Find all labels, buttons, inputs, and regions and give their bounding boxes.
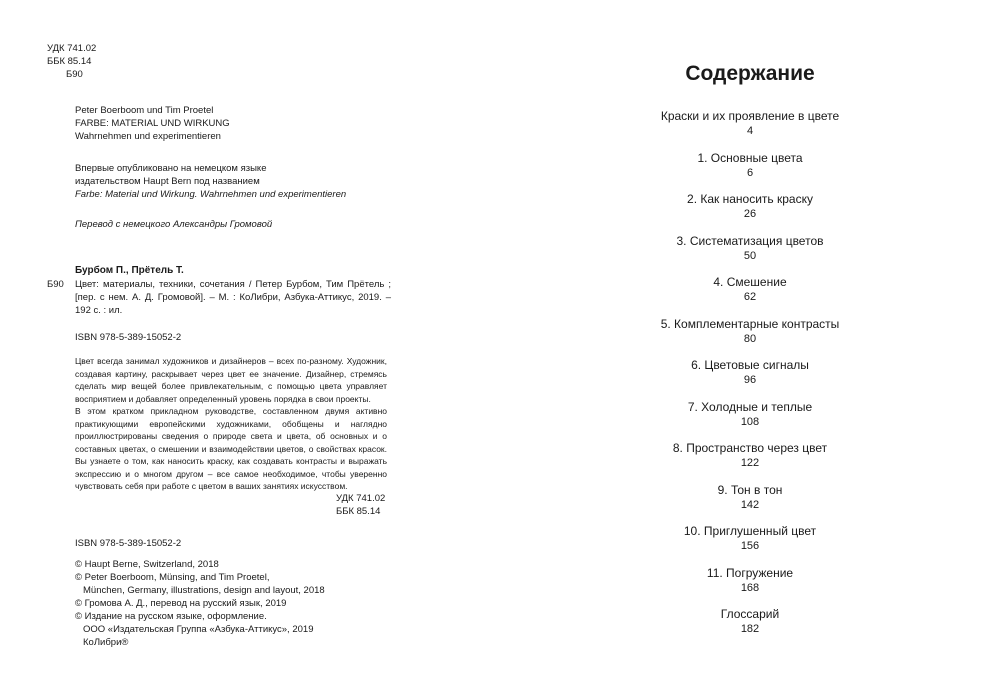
- copyright-line: © Громова А. Д., перевод на русский язык, 2019: [75, 598, 287, 609]
- original-edition: [75, 104, 230, 143]
- toc-entry[interactable]: [500, 233, 1000, 275]
- bib-author-mark: Б90: [47, 279, 64, 290]
- toc-entry-page: 26: [743, 208, 757, 220]
- contents-page: [500, 0, 1000, 677]
- toc-entry-page: 62: [743, 291, 757, 303]
- toc-entry-page: 96: [743, 374, 757, 386]
- toc-entry[interactable]: [500, 482, 1000, 524]
- toc-entry-page: 142: [740, 498, 760, 511]
- toc-entry[interactable]: [500, 440, 1000, 482]
- publication-note-line: издательством Haupt Bern под названием: [75, 176, 260, 187]
- copyright-line: © Издание на русском языке, оформление.: [75, 611, 267, 622]
- annotation: [75, 355, 387, 493]
- annotation-paragraph: В этом кратком прикладном руководстве, составленном двумя активно практикующими европейскими художниками, обобщены и наглядно проиллюстрированы сведения о природе света и цвета, об основных и о составных цветах, о смешении и взаимодействии цветов, о свойствах красок. Вы узнаете о том, как наносить краску, как создавать контрасты и выражать экспрессию и о многом другом – все самое необходимое, чтобы уверенно чувствовать себя при работе с цветом в ваших занятиях искусством.: [75, 406, 387, 491]
- toc-entry-page: 4: [746, 125, 754, 137]
- translator-credit: Перевод с немецкого Александры Громовой: [75, 219, 273, 230]
- toc-entry[interactable]: [500, 150, 1000, 192]
- toc-entry-title: 11. Погружение: [706, 565, 794, 580]
- contents-title: Содержание: [685, 62, 815, 85]
- toc-entry-title: 2. Как наносить краску: [687, 192, 813, 206]
- toc-entry-title: 6. Цветовые сигналы: [691, 358, 809, 372]
- original-title-italic: Farbe: Material und Wirkung. Wahrnehmen und experimentieren: [75, 189, 347, 200]
- toc-entry[interactable]: [500, 357, 1000, 399]
- toc-entry[interactable]: [500, 316, 1000, 358]
- toc-entry-page: 108: [740, 415, 760, 428]
- toc-entry-title: 8. Пространство через цвет: [672, 441, 828, 455]
- classification-codes-bottom: [336, 492, 385, 518]
- toc-entry[interactable]: [500, 108, 1000, 150]
- bibliographic-record: [47, 264, 391, 317]
- toc-entry[interactable]: [500, 606, 1000, 648]
- bbk-code: ББК 85.14: [47, 56, 92, 67]
- bib-author: Бурбом П., Прётель Т.: [75, 265, 184, 276]
- toc-entry-title: 10. Приглушенный цвет: [683, 524, 817, 538]
- toc-entry-title: Краски и их проявление в цвете: [660, 109, 840, 123]
- isbn-bottom: ISBN 978-5-389-15052-2: [75, 538, 182, 549]
- original-authors: Peter Boerboom und Tim Proetel: [75, 105, 214, 116]
- toc-entry-page: 182: [740, 623, 760, 635]
- copyright-line: © Peter Boerboom, Münsing, and Tim Proetel,: [75, 572, 270, 583]
- toc-entry-page: 122: [740, 457, 760, 469]
- toc-entry-title: 1. Основные цвета: [697, 150, 803, 165]
- original-title: FARBE: MATERIAL UND WIRKUNG: [75, 118, 230, 129]
- classification-codes: [47, 42, 96, 81]
- bbk-code: ББК 85.14: [336, 506, 381, 517]
- toc-entry-page: 168: [740, 581, 760, 594]
- toc-entry-page: 156: [740, 540, 760, 552]
- toc-entry[interactable]: [500, 565, 1000, 607]
- author-mark: Б90: [66, 69, 83, 80]
- original-subtitle: Wahrnehmen und experimentieren: [75, 131, 221, 142]
- publication-note-line: Впервые опубликовано на немецком языке: [75, 163, 267, 174]
- toc-entry[interactable]: [500, 523, 1000, 565]
- udk-code: УДК 741.02: [47, 43, 97, 54]
- publication-note: [75, 162, 346, 201]
- udk-code: УДК 741.02: [336, 493, 386, 504]
- table-of-contents: [500, 108, 1000, 648]
- toc-entry-title: Глоссарий: [720, 607, 780, 621]
- toc-entry-page: 50: [743, 249, 757, 262]
- toc-entry-title: 9. Тон в тон: [717, 482, 783, 497]
- toc-entry-page: 6: [746, 166, 754, 179]
- annotation-paragraph: Цвет всегда занимал художников и дизайнеров – всех по-разному. Художник, создавая картину, раскрывает через цвет ее значение. Дизайнер, стремясь сделать мир вещей более привлекательным, с помощью цвета управляет восприятием и добавляет определенный уровень порядка в свои проекты.: [75, 356, 387, 404]
- copyright-line: ООО «Издательская Группа «Азбука-Аттикус», 2019: [83, 624, 314, 635]
- copyright-block: [75, 558, 325, 649]
- toc-entry-title: 4. Смешение: [713, 275, 787, 289]
- isbn: ISBN 978-5-389-15052-2: [75, 332, 182, 343]
- toc-entry[interactable]: [500, 399, 1000, 441]
- toc-entry-title: 3. Систематизация цветов: [676, 233, 824, 248]
- toc-entry-title: 7. Холодные и теплые: [687, 399, 813, 414]
- copyright-line: КоЛибри®: [83, 637, 129, 648]
- bib-description: Цвет: материалы, техники, сочетания / Петер Бурбом, Тим Прётель ; [пер. с нем. А. Д. Громовой]. – М. : КоЛибри, Азбука-Аттикус, 2019. – 192 с. : ил.: [75, 279, 391, 316]
- toc-entry-title: 5. Комплементарные контрасты: [660, 316, 840, 331]
- copyright-line: © Haupt Berne, Switzerland, 2018: [75, 559, 219, 570]
- toc-entry-page: 80: [743, 332, 757, 345]
- copyright-line: München, Germany, illustrations, design and layout, 2018: [83, 585, 325, 596]
- toc-entry[interactable]: [500, 191, 1000, 233]
- toc-entry[interactable]: [500, 274, 1000, 316]
